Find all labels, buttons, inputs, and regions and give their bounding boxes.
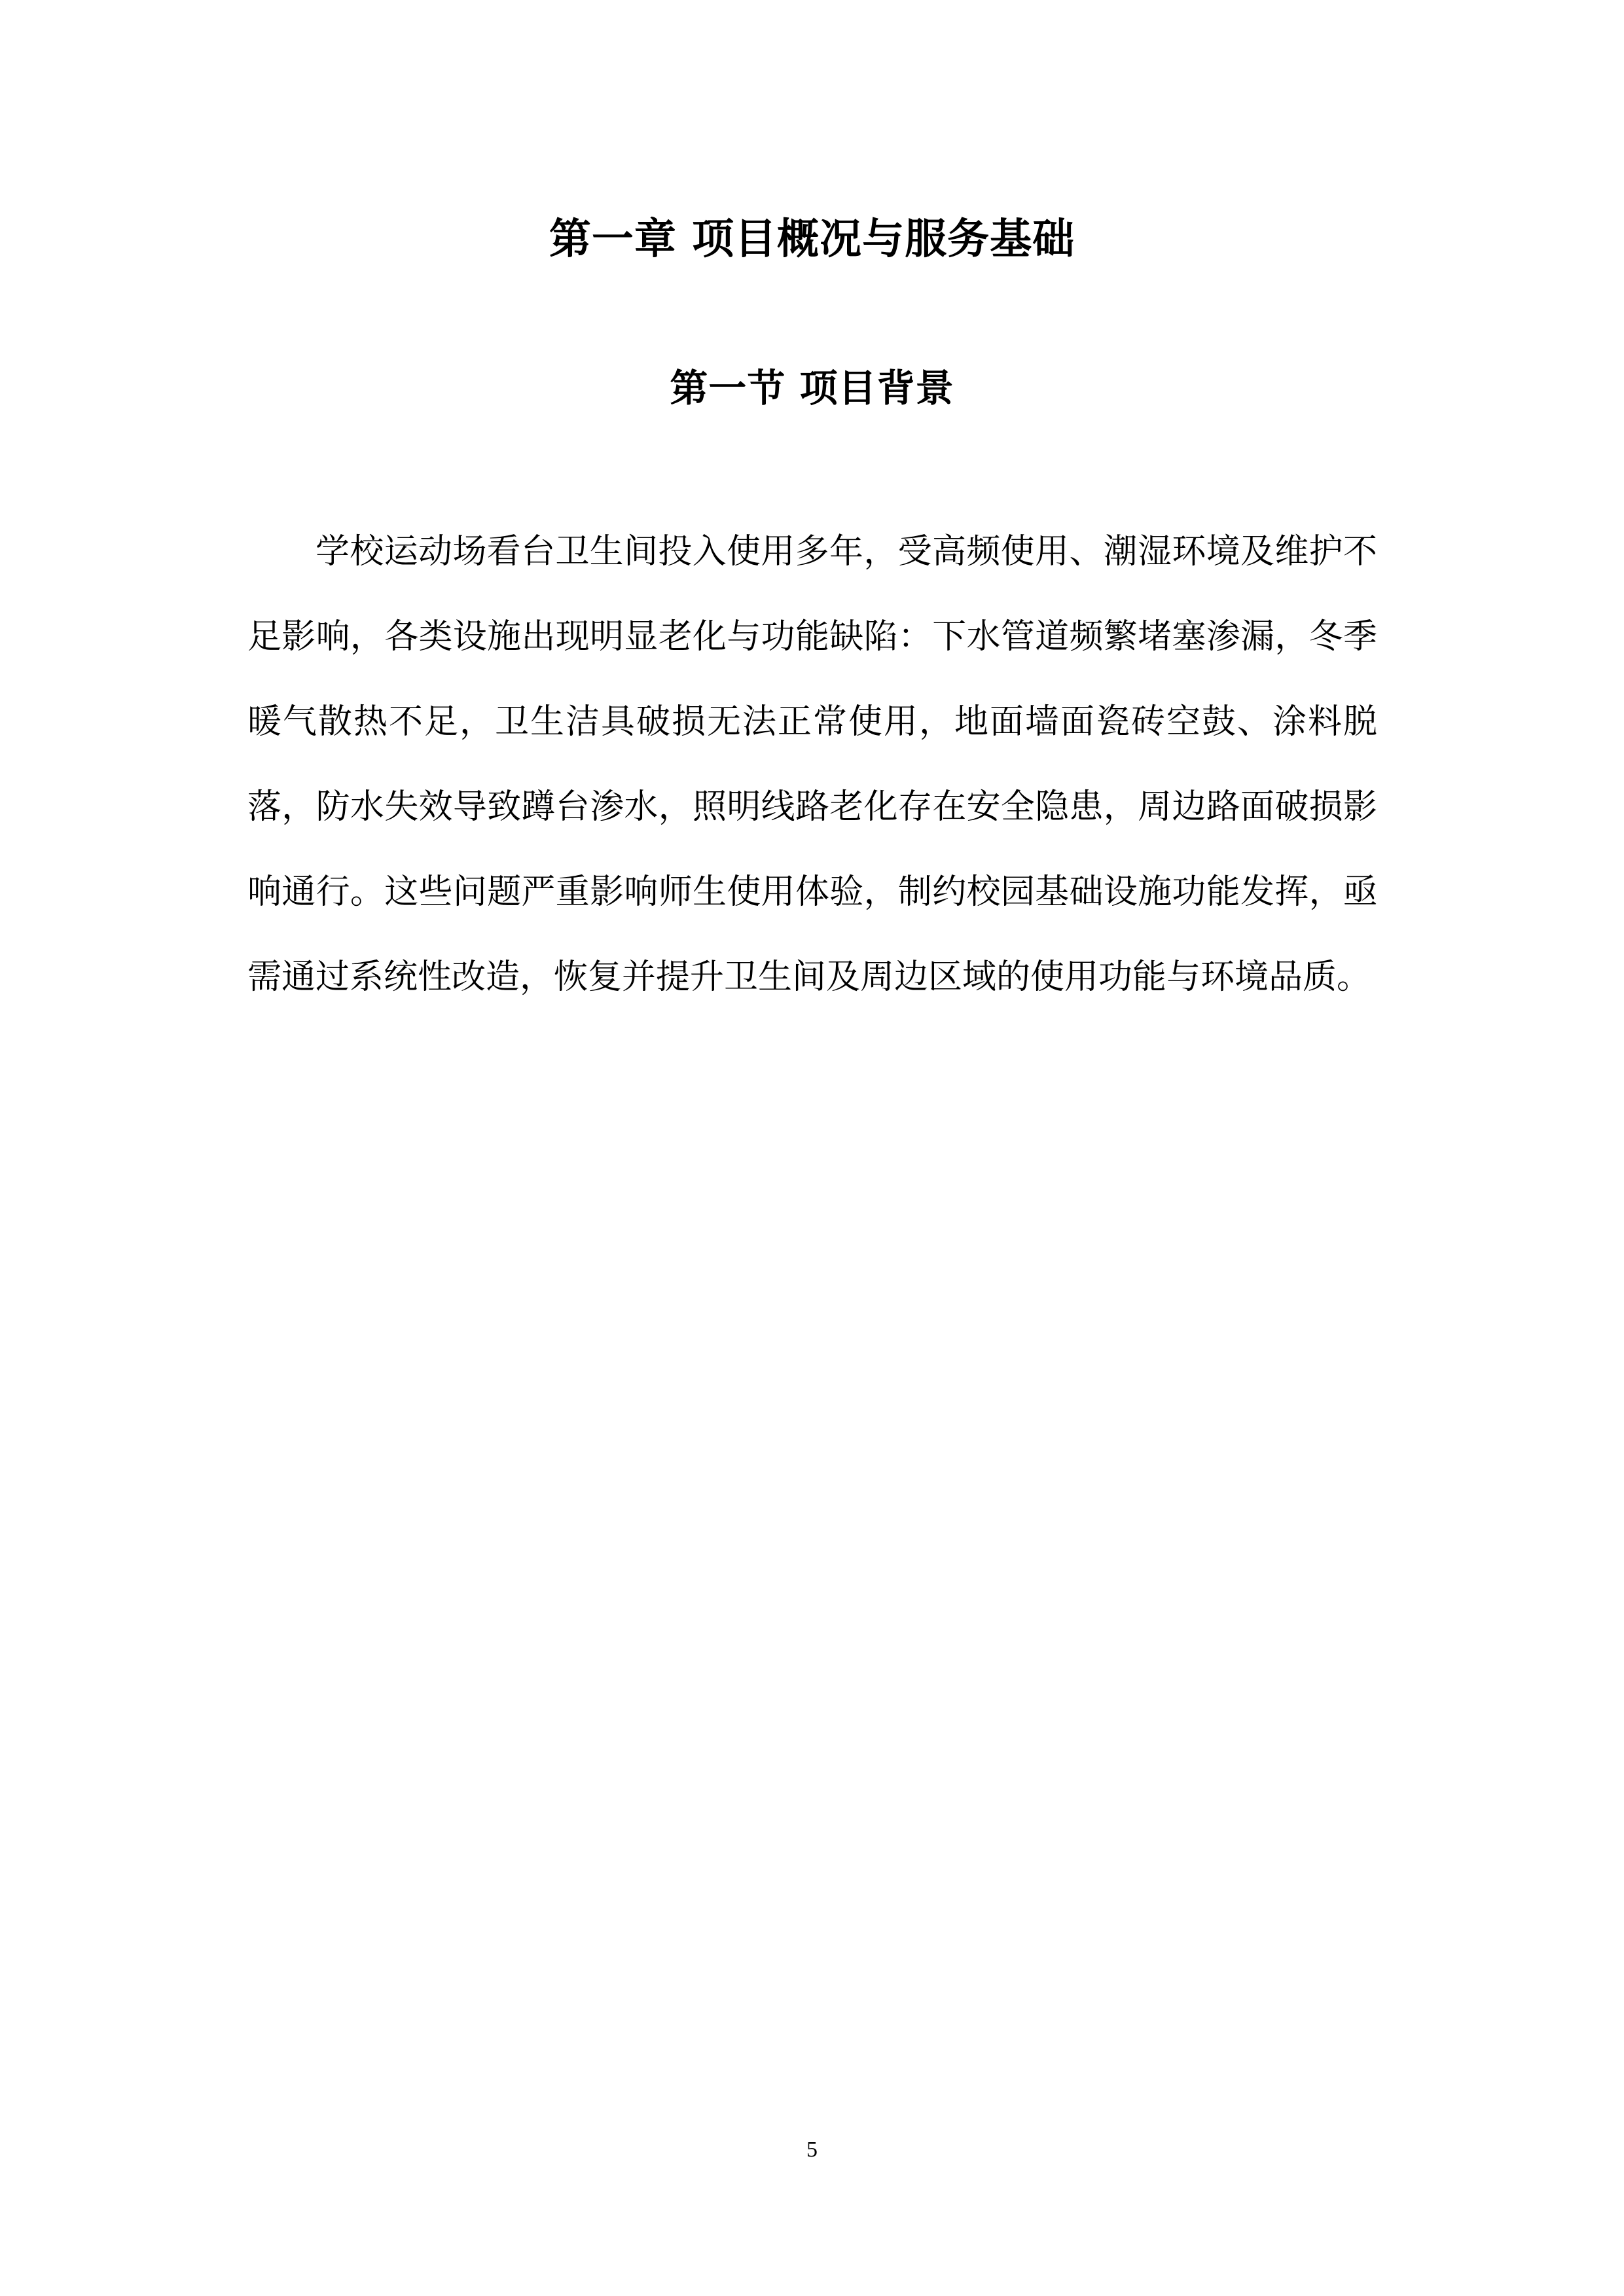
section-title: 第一节 项目背景 bbox=[670, 366, 954, 410]
body-paragraph: 学校运动场看台卫生间投入使用多年，受高频使用、潮湿环境及维护不足影响，各类设施出现明显老化与功能缺陷：下水管道频繁堵塞渗漏，冬季暖气散热不足，卫生洁具破损无法正常使用，地面墙面瓷砖空鼓、涂料脱落，防水失效导致蹲台渗水，照明线路老化存在安全隐患，周边路面破损影响通行。这些问题严重影响师生使用体验，制约校园基础设施功能发挥，亟需通过系统性改造，恢复并提升卫生间及周边区域的使用功能与环境品质。 bbox=[247, 532, 1377, 997]
chapter-title: 第一章 项目概况与服务基础 bbox=[549, 215, 1075, 264]
page-number: 5 bbox=[806, 2138, 818, 2162]
